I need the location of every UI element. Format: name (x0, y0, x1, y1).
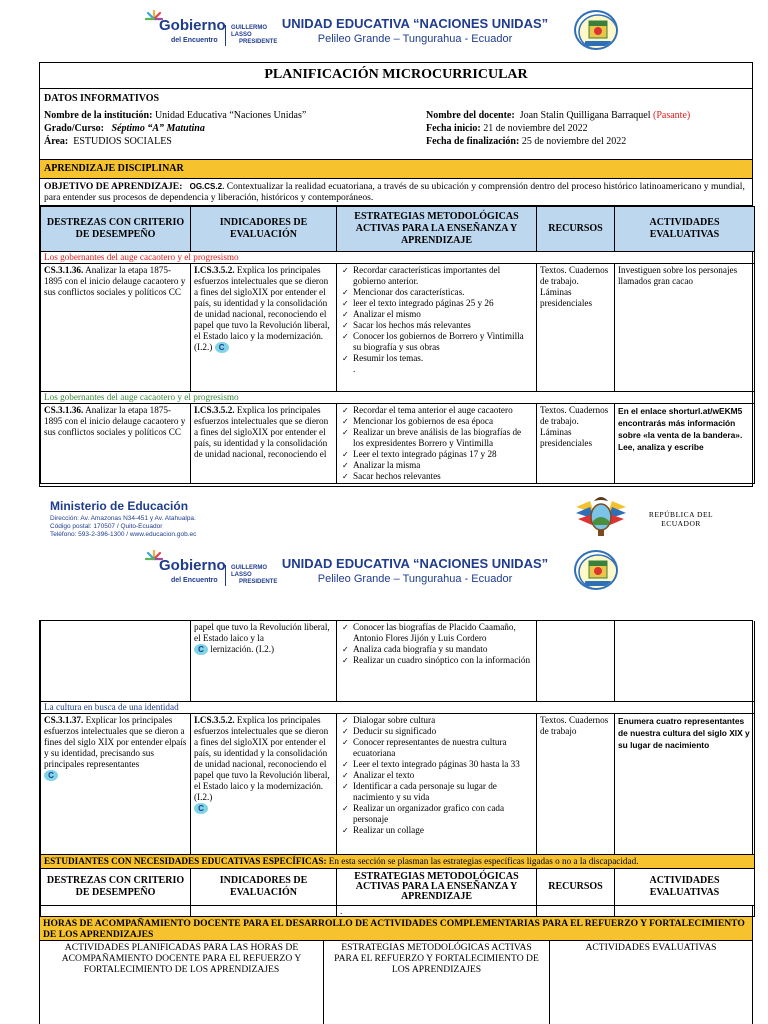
list-item: ✓ Analizar el mismo (340, 309, 533, 320)
docente-label: Nombre del docente: (426, 110, 515, 121)
horas-col-3: ACTIVIDADES EVALUATIVAS (585, 941, 717, 953)
row2-indicador (191, 404, 337, 484)
row3-indicador (191, 713, 337, 854)
row3-ind-text: Explica los principales esfuerzos intelectuales que se dieron a fines del sigloXIX por entender el país, su identidad y la consolidación de unidad nacional, reconociendo el papel que tuvo la Revolución liberal, el Estado laico y la modernización. (I.2.) (194, 714, 330, 802)
row3-destreza (41, 713, 191, 854)
inicio-value: 21 de noviembre del 2022 (483, 123, 588, 134)
row2-ind-code: I.CS.3.5.2. (194, 405, 235, 415)
row3-estrategias (337, 713, 537, 854)
col-recursos-2: RECURSOS (537, 868, 615, 905)
row1-estrategias-list (340, 265, 533, 364)
c-badge-icon: C (44, 770, 58, 781)
empty-dot-cell: . (337, 905, 537, 916)
empty-cell (615, 905, 755, 916)
especificas-bar (41, 854, 755, 868)
cont-recursos (537, 621, 615, 701)
row1-recursos: Textos. Cuadernos de trabajo. Láminas presidenciales (537, 264, 615, 392)
horas-col-1: ACTIVIDADES PLANIFICADAS PARA LAS HORAS DE ACOMPAÑAMIENTO DOCENTE PARA EL REFUERZO Y FORTALECIMIENTO DE LOS APRENDIZAJES (40, 941, 324, 1024)
row1-destreza (41, 264, 191, 392)
inst-value: Unidad Educativa “Naciones Unidas” (154, 110, 307, 121)
row2-destreza-text: Analizar la etapa 1875-1895 con el inicio delauge cacaotero y sus conflictos sociales y políticos CC (44, 405, 186, 437)
row1-actividades: Investiguen sobre los personajes llamados gran cacao (615, 264, 755, 392)
footer-ministry (50, 499, 350, 539)
lasso-role: PRESIDENTE (239, 39, 278, 45)
page1-frame (39, 62, 753, 487)
gobierno-sub: del Encuentro (171, 37, 218, 44)
row1-dot: . (353, 364, 356, 374)
ministry-postal: Código postal: 170507 / Quito-Ecuador (50, 523, 163, 530)
inicio-label: Fecha inicio: (426, 123, 481, 134)
gobierno-text: Gobierno (159, 17, 226, 34)
grado-label: Grado/Curso: (44, 123, 104, 134)
planning-table-2 (40, 621, 755, 917)
col-actividades-2: ACTIVIDADES EVALUATIVAS (615, 868, 755, 905)
row3-ind-code: I.CS.3.5.2. (194, 714, 235, 725)
col-destrezas-2: DESTREZAS CON CRITERIO DE DESEMPEÑO (41, 868, 191, 905)
lasso-name: GUILLERMO LASSO (231, 25, 267, 38)
datos-block (40, 89, 752, 160)
topic-3: La cultura en busca de una identidad (41, 701, 755, 713)
star-icon (145, 550, 163, 568)
docente-note: (Pasante) (653, 110, 691, 121)
ministry-address: Dirección: Av. Amazonas N34-451 y Av. Atahualpa. (50, 515, 196, 522)
cont-indicador (191, 621, 337, 701)
inst-label: Nombre de la institución: (44, 110, 153, 121)
row2-recursos: Textos. Cuadernos de trabajo. Láminas presidenciales (537, 404, 615, 484)
horas-col-2: ESTRATEGIAS METODOLÓGICAS ACTIVAS PARA EL REFUERZO Y FORTALECIMIENTO DE LOS APRENDIZAJES (324, 941, 550, 1024)
datos-heading: DATOS INFORMATIVOS (44, 93, 160, 104)
school-name: UNIDAD EDUCATIVA “NACIONES UNIDAS” (281, 16, 549, 31)
school-seal (574, 10, 618, 50)
gobierno-sub: del Encuentro (171, 577, 218, 584)
grado-value: Séptimo “A” Matutina (111, 123, 205, 134)
republica-label: REPÚBLICA DEL ECUADOR (648, 510, 714, 528)
lasso-role: PRESIDENTE (239, 579, 278, 585)
list-item: ✓ Resumir los temas. (340, 353, 533, 364)
cont-ind-text-a: papel que tuvo la Revolución liberal, el Estado laico y la (194, 622, 330, 643)
col-actividades: ACTIVIDADES EVALUATIVAS (615, 207, 755, 252)
col-indicadores: INDICADORES DE EVALUACIÓN (191, 207, 337, 252)
row2-estrategias-list (340, 405, 533, 482)
list-item: ✓ Recordar características importantes del gobierno anterior. (340, 265, 533, 287)
list-item: ✓ Analiza cada biografía y su mandato (340, 644, 533, 655)
especificas-label: ESTUDIANTES CON NECESIDADES EDUCATIVAS ESPECÍFICAS: (44, 855, 327, 866)
aprendizaje-bar: APRENDIZAJE DISCIPLINAR (40, 160, 752, 179)
list-item: ✓ Analizar el texto (340, 770, 533, 781)
header-1 (0, 8, 768, 56)
cont-actividades (615, 621, 755, 701)
cont-ind-text-b: lernización. (I.2.) (210, 644, 275, 654)
row1-code: CS.3.1.36. (44, 265, 84, 275)
list-item: ✓ Sacar hechos relevantes (340, 471, 533, 482)
fin-label: Fecha de finalización: (426, 136, 520, 147)
row2-destreza (41, 404, 191, 484)
list-item: ✓ leer el texto integrado páginas 25 y 26 (340, 298, 533, 309)
list-item: ✓ Analizar la misma (340, 460, 533, 471)
horas-bar: HORAS DE ACOMPAÑAMIENTO DOCENTE PARA EL DESARROLLO DE ACTIVIDADES COMPLEMENTARIAS PARA EL REFUERZO Y FORTALECIMIENTO DE LOS APRENDIZAJES (40, 917, 752, 941)
objetivo-block (40, 179, 752, 206)
planning-table-1 (40, 206, 755, 484)
topic-1: Los gobernantes del auge cacaotero y el progresismo (41, 252, 755, 264)
row1-estrategias (337, 264, 537, 392)
col-estrategias: ESTRATEGIAS METODOLÓGICAS ACTIVAS PARA LA ENSEÑANZA Y APRENDIZAJE (337, 207, 537, 252)
row1-ind-text: Explica los principales esfuerzos intelectuales que se dieron a fines del sigloXIX por entender el país, su identidad y la consolidación de unidad nacional, reconociendo el papel que tuvo la Revolución liberal, el Estado laico y la modernización. (I.2.) (194, 265, 330, 352)
ministry-name: Ministerio de Educación (50, 499, 189, 513)
c-badge-icon: C (215, 342, 229, 353)
cont-destreza (41, 621, 191, 701)
row2-estrategias (337, 404, 537, 484)
header-2 (0, 548, 768, 596)
empty-cell (191, 905, 337, 916)
doc-title: PLANIFICACIÓN MICROCURRICULAR (40, 63, 752, 89)
row1-indicador (191, 264, 337, 392)
school-location: Pelileo Grande – Tungurahua - Ecuador (317, 33, 513, 45)
area-label: Área: (44, 136, 69, 147)
c-badge-icon: C (194, 644, 208, 655)
row1-ind-code: I.CS.3.5.2. (194, 265, 235, 275)
cont-estrategias (337, 621, 537, 701)
row3-actividades: Enumera cuatro representantes de nuestra cultura del siglo XIX y su lugar de nacimiento (615, 713, 755, 854)
row3-code: CS.3.1.37. (44, 714, 84, 725)
especificas-text: En esta sección se plasman las estrategias específicas ligadas o no a la discapacidad. (328, 855, 639, 866)
school-seal-2 (574, 550, 618, 590)
empty-cell (537, 905, 615, 916)
area-value: ESTUDIOS SOCIALES (73, 136, 172, 147)
col-destrezas: DESTREZAS CON CRITERIO DE DESEMPEÑO (41, 207, 191, 252)
objetivo-label: OBJETIVO DE APRENDIZAJE: (44, 181, 183, 192)
horas-columns (40, 941, 752, 1024)
gobierno-text: Gobierno (159, 557, 226, 574)
list-item: ✓ Sacar los hechos más relevantes (340, 320, 533, 331)
docente-value: Joan Stalin Quilligana Barraquel (519, 110, 651, 121)
objetivo-code: OG.CS.2. (189, 182, 225, 191)
col-indicadores-2: INDICADORES DE EVALUACIÓN (191, 868, 337, 905)
list-item: ✓ Deducir su significado (340, 726, 533, 737)
gobierno-logo-2 (147, 558, 227, 588)
ecuador-coat-of-arms (572, 493, 630, 539)
list-item: ✓ Realizar un breve análisis de las biografías de los expresidentes Borrero y Vintimilla (340, 427, 533, 449)
list-item: ✓ Conocer los gobiernos de Borrero y Vintimilla su biografía y sus obras (340, 331, 533, 353)
fin-value: 25 de noviembre del 2022 (521, 136, 627, 147)
col-recursos: RECURSOS (537, 207, 615, 252)
lasso-name: GUILLERMO LASSO (231, 565, 267, 578)
row3-recursos: Textos. Cuadernos de trabajo (537, 713, 615, 854)
row3-destreza-text: Explicar los principales esfuerzos intelectuales que se dieron a fines del siglo XIX por entender elpaís y su identidad, precisando sus principales representantes (44, 714, 187, 769)
list-item: ✓ Conocer las biografías de Placido Caamaño, Antonio Flores Jijón y Luis Cordero (340, 622, 533, 644)
list-item: ✓ Realizar un collage (340, 825, 533, 836)
list-item: ✓ Dialogar sobre cultura (340, 715, 533, 726)
list-item: ✓ Leer el texto integrado páginas 17 y 28 (340, 449, 533, 460)
empty-cell (41, 905, 191, 916)
col-estrategias-2: ESTRATEGIAS METODOLÓGICAS ACTIVAS PARA LA ENSEÑANZA Y APRENDIZAJE (337, 868, 537, 905)
list-item: ✓ Conocer representantes de nuestra cultura ecuatoriana (340, 737, 533, 759)
c-badge-icon: C (194, 803, 208, 814)
list-item: ✓ Realizar un cuadro sinóptico con la información (340, 655, 533, 666)
topic-2: Los gobernantes del auge cacaotero y el progresismo (41, 392, 755, 404)
list-item: ✓ Recordar el tema anterior el auge cacaotero (340, 405, 533, 416)
list-item: ✓ Leer el texto integrado páginas 30 hasta la 33 (340, 759, 533, 770)
list-item: ✓ Mencionar dos características. (340, 287, 533, 298)
row2-code: CS.3.1.36. (44, 405, 84, 415)
star-icon (145, 10, 163, 28)
objetivo-text: Contextualizar la realidad ecuatoriana, a través de su ubicación y comprensión dentro del proceso histórico latinoamericano y mundial, para entender sus procesos de dependencia y liberación, históricos y contemporáneos. (44, 181, 745, 203)
row1-destreza-text: Analizar la etapa 1875-1895 con el inicio delauge cacaotero y sus conflictos sociales y políticos CC (44, 265, 186, 297)
gobierno-logo (147, 18, 227, 48)
list-item: ✓ Realizar un organizador grafico con cada personaje (340, 803, 533, 825)
list-item: ✓ Mencionar los gobiernos de esa época (340, 416, 533, 427)
row2-ind-text: Explica los principales esfuerzos intelectuales que se dieron a fines del sigloXIX por entender el país, su identidad y la consolidación de unidad nacional, reconociendo el (194, 405, 329, 459)
row2-actividades: En el enlace shorturl.at/wEKM5 encontrarás más información sobre «la venta de la bandera». Lee, analiza y escribe (615, 404, 755, 484)
ministry-phone: Teléfono: 593-2-396-1300 / www.educacion.gob.ec (50, 531, 197, 538)
list-item: ✓ Identificar a cada personaje su lugar de nacimiento y su vida (340, 781, 533, 803)
school-location-2: Pelileo Grande – Tungurahua - Ecuador (317, 573, 513, 585)
page2-frame (39, 620, 753, 1024)
school-name-2: UNIDAD EDUCATIVA “NACIONES UNIDAS” (281, 556, 549, 571)
